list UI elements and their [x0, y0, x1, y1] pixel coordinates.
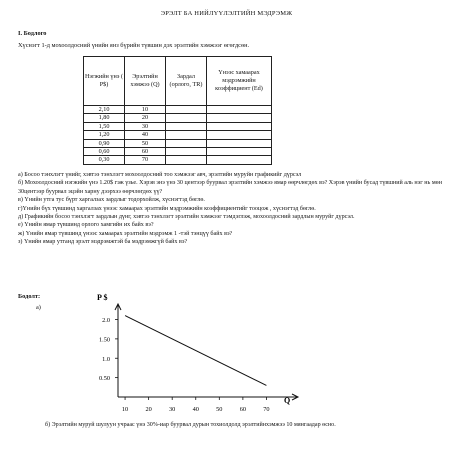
cell-price: 2,10 — [84, 106, 125, 114]
header-price: Нэгжийн үнэ ( P$) — [84, 57, 125, 106]
y-axis-title: P $ — [97, 293, 108, 302]
x-tick-label: 40 — [192, 406, 199, 413]
x-tick-label: 50 — [216, 406, 223, 413]
cell-price: 0,30 — [84, 156, 125, 164]
task-e: д) Графикийн босоо тэнхлэгт зардлын дүнг, хэвтээ тэнхлэгт эрэлтийн хэмжээг тэмдэглэж, мохоолдосний зардлын муруйг дүрсэл. — [18, 214, 355, 221]
x-axis-title: Q — [284, 396, 291, 405]
page-title: ЭРЭЛТ БА НИЙЛҮҮЛЭЛТИЙН МЭДРЭМЖ — [160, 10, 293, 17]
task-c: в) Үнийн утга тус бүрт харгалзах зардлыг тодорхойлж, хүснэгтэд бөглө. — [18, 197, 205, 204]
task-h: з) Үнийн ямар утганд эрэлт мэдрэмжтэй ба мэдрэмжгүй байх вэ? — [18, 239, 188, 246]
x-tick-label: 70 — [263, 406, 270, 413]
task-b: б) Мохоолдосний нэгжийн үнэ 1.20$ гэж үзье. Хэрэв энэ үнэ 30 центээр буурвал эрэлтийн хэмжээ ямар өөрчлөгдөх вэ? Хэрэв үнийн бусад түвшний аль нэг нь мөн 30центээр буурвал эцэйн харну дээрхээ өөрчлөгдөх үү? — [18, 180, 442, 195]
header-elasticity: Үнээс хамаарах мэдрэмжийн коэффициент (Ed) — [207, 57, 272, 106]
solution-label: Бодолт: — [18, 293, 41, 300]
y-tick-label: 1.0 — [102, 355, 110, 363]
cell-quantity: 50 — [125, 139, 166, 147]
y-tick-label: 2.0 — [102, 317, 110, 324]
cell-quantity: 10 — [125, 106, 166, 114]
cell-price: 1,50 — [84, 122, 125, 130]
cell-quantity: 60 — [125, 148, 166, 156]
task-d: г)Үнийн бүх түвшинд харгалзах үнээс хамаарах эрэлтийн мэдрэмжийн коэффициентийг тооцож , хүснэгтэд бөглө. — [18, 205, 316, 212]
solution-part-b: б) Эрэлтийн муруй шулуун учраас үнэ 30%-иар буурвал дурын тохиолдолд эрэлтийнхэмжээ 10 мянгаадар өсно. — [45, 422, 336, 428]
header-revenue: Зардал (орлого, TR) — [166, 57, 207, 106]
section-heading: I. Бодлого — [18, 30, 47, 37]
cell-quantity: 70 — [125, 156, 166, 164]
intro-text: Хүснэгт 1-д мохоолдосний үнийн янз бүрийн түвшин дэх эрэлтийн хэмжээг өгөгдсөн. — [18, 42, 250, 49]
x-tick-label: 60 — [239, 406, 247, 413]
x-tick-label: 20 — [145, 406, 152, 413]
demand-curve-line — [125, 316, 266, 386]
cell-quantity: 30 — [125, 122, 166, 130]
cell-price: 1,80 — [84, 114, 125, 122]
header-quantity: Эрэлтийн хэмжээ (Q) — [125, 57, 166, 106]
y-tick-label: 1.50 — [98, 336, 110, 344]
cell-price: 0,90 — [84, 139, 125, 147]
y-tick-label: 0.50 — [98, 375, 110, 383]
task-f: е) Үнийн ямар түвшинд орлого хамгийн их байх вэ? — [18, 222, 154, 229]
x-tick-label: 30 — [169, 406, 176, 413]
task-g: ж) Үнийн ямар түвшинд үнээс хамаарах эрэлтийн мэдрэмж 1 -тэй тэнцүү байх вэ? — [18, 230, 233, 237]
cell-price: 0,60 — [84, 148, 125, 156]
solution-part-a-label: а) — [36, 304, 41, 311]
cell-quantity: 20 — [125, 114, 166, 122]
x-tick-label: 10 — [121, 406, 129, 413]
cell-price: 1,20 — [84, 131, 125, 139]
task-a: а) Босоо тэнхлэгт үнийг, хэвтээ тэнхлэгт мохоолдосний тоо хэмжээг авч, эрэлтийн муруйн графикийг дүрсэл — [18, 172, 302, 178]
cell-quantity: 40 — [125, 131, 166, 139]
